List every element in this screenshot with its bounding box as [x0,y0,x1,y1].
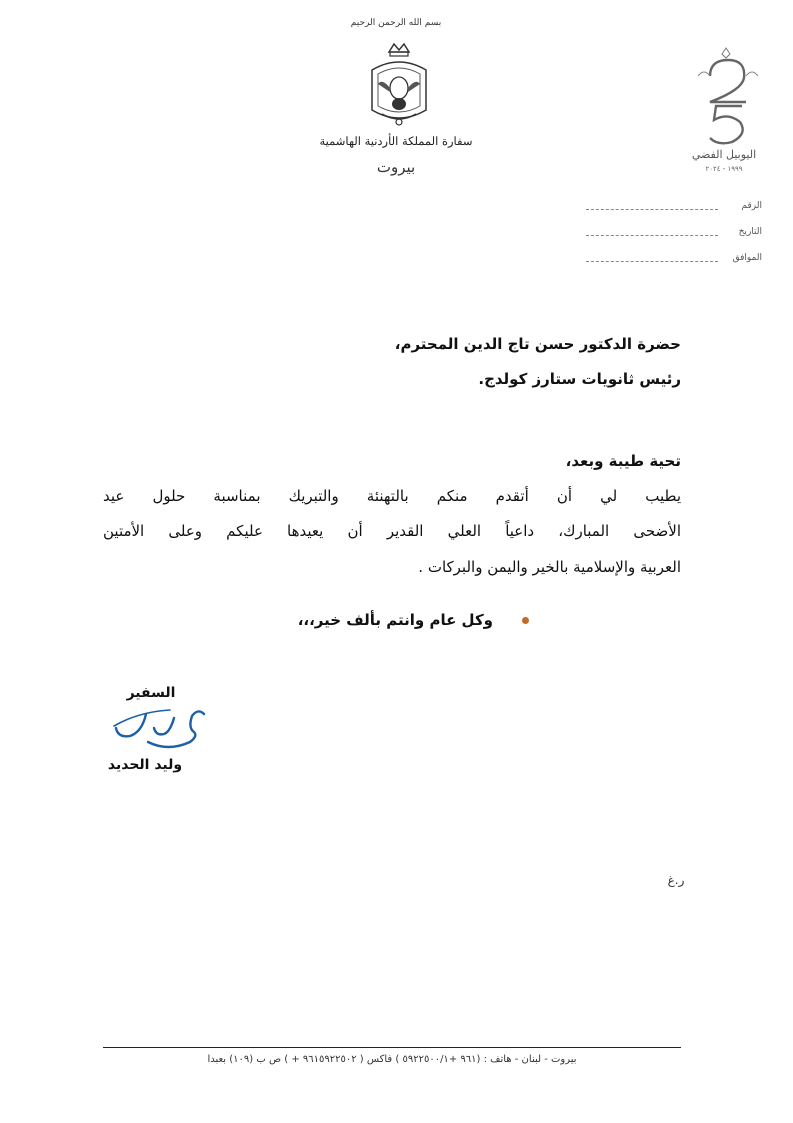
embassy-city: بيروت [376,158,416,176]
ref-number-label: الرقم [741,201,762,211]
ink-mark [521,616,531,626]
signer-name: وليد الحديد [107,757,183,773]
greeting: تحية طيبة وبعد، [565,452,681,470]
footer-divider [103,1047,681,1048]
jubilee-years: ١٩٩٩ - ٢٠٢٤ [705,165,743,173]
silver-jubilee-25-icon [696,46,760,152]
ref-date-label: التاريخ [738,227,762,237]
body-paragraph-line-3: العربية والإسلامية بالخير واليمن والبركات . [418,558,681,576]
recipient-title: رئيس ثانويات ستارز كولدج. [478,370,681,388]
ref-number-field [586,198,762,214]
ref-date-field [586,224,762,240]
handwritten-signature [108,702,210,752]
footer-contact: بيروت - لبنان - هاتف : (٩٦١ +٥٩٢٢٥٠٠/١ ) فاكس ( ٩٦١٥٩٢٢٥٠٢ + ) ص ب (١٠٩) بعبدا [207,1054,577,1065]
closing-line: وكل عام وانتم بألف خير،،، [297,611,493,629]
ref-hijri-date-label: الموافق [732,253,762,263]
typist-initials: ر.غ [667,873,685,887]
recipient-name: حضرة الدكتور حسن تاج الدين المحترم، [394,335,681,353]
signer-title: السفير [126,685,176,701]
ref-date-line [586,235,718,236]
jubilee-label: اليوبيل الفضي [691,148,757,161]
basmala-text: بسم الله الرحمن الرحيم [350,18,442,28]
body-paragraph-line-1: يطيب لي أن أتقدم منكم بالتهنئة والتبريك بمناسبة حلول عيد [103,487,681,505]
ref-number-line [586,209,718,210]
ref-hijri-date-line [586,261,718,262]
ref-hijri-date-field [586,250,762,266]
jordan-coat-of-arms-icon [364,40,434,132]
embassy-name: سفارة المملكة الأردنية الهاشمية [319,134,473,148]
body-paragraph-line-2: الأضحى المبارك، داعياً العلي القدير أن يعيدها عليكم وعلى الأمتين [103,522,681,540]
